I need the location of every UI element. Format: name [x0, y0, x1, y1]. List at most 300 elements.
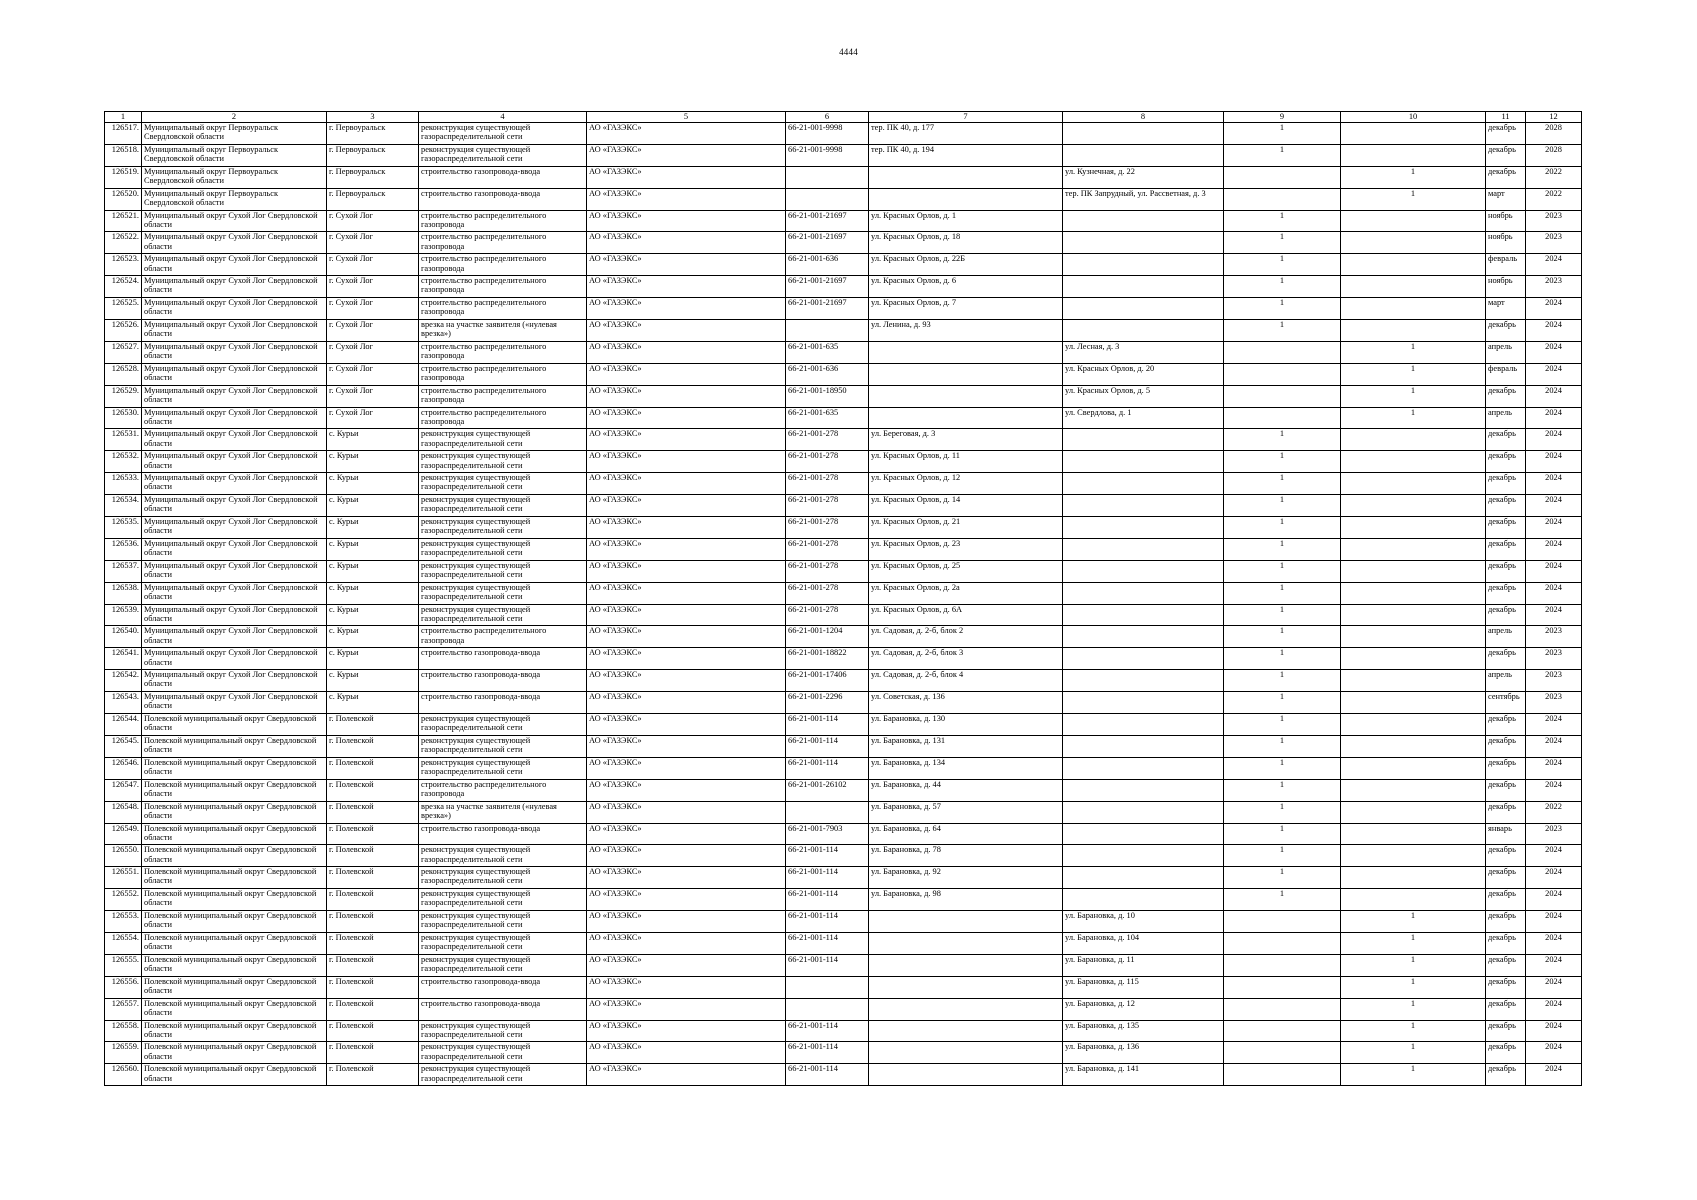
cell-work-type: реконструкция существующей газораспределительной сети [419, 845, 587, 867]
cell-work-type: строительство распределительного газопровода [419, 232, 587, 254]
cell-cadastral-quarter: 66-21-001-278 [786, 495, 869, 517]
cell-work-type: строительство распределительного газопровода [419, 210, 587, 232]
cell-work-type: строительство газопровода-ввода [419, 648, 587, 670]
cell-row-number: 126549. [105, 823, 142, 845]
cell-cadastral-quarter: 66-21-001-635 [786, 407, 869, 429]
cell-organization: АО «ГАЗЭКС» [587, 1042, 786, 1064]
cell-address-a: ул. Красных Орлов, д. 6 [869, 276, 1063, 298]
column-header-11: 11 [1486, 112, 1526, 123]
table-row [105, 670, 1582, 692]
cell-settlement: г. Полевской [327, 867, 419, 889]
cell-year: 2024 [1526, 254, 1582, 276]
cell-count-a: 1 [1224, 692, 1341, 714]
cell-settlement: г. Сухой Лог [327, 407, 419, 429]
cell-settlement: с. Курьи [327, 560, 419, 582]
cell-address-b: ул. Барановка, д. 104 [1063, 932, 1224, 954]
cell-settlement: с. Курьи [327, 604, 419, 626]
cell-address-a: ул. Барановка, д. 78 [869, 845, 1063, 867]
cell-address-b [1063, 144, 1224, 166]
cell-work-type: строительство распределительного газопровода [419, 363, 587, 385]
cell-count-b [1341, 320, 1486, 342]
cell-municipality: Муниципальный округ Сухой Лог Свердловской области [142, 626, 327, 648]
cell-count-b [1341, 473, 1486, 495]
table-row [105, 823, 1582, 845]
cell-work-type: реконструкция существующей газораспределительной сети [419, 932, 587, 954]
cell-row-number: 126535. [105, 517, 142, 539]
cell-month: ноябрь [1486, 232, 1526, 254]
cell-row-number: 126545. [105, 735, 142, 757]
cell-year: 2024 [1526, 976, 1582, 998]
cell-month: февраль [1486, 254, 1526, 276]
cell-year: 2024 [1526, 451, 1582, 473]
cell-municipality: Муниципальный округ Сухой Лог Свердловской области [142, 407, 327, 429]
cell-address-a [869, 1020, 1063, 1042]
cell-address-a: ул. Барановка, д. 64 [869, 823, 1063, 845]
cell-work-type: врезка на участке заявителя («нулевая врезка») [419, 801, 587, 823]
cell-municipality: Муниципальный округ Сухой Лог Свердловской области [142, 210, 327, 232]
cell-month: декабрь [1486, 1042, 1526, 1064]
cell-settlement: г. Полевской [327, 845, 419, 867]
cell-count-b [1341, 692, 1486, 714]
gas-connection-table [104, 111, 1582, 1086]
cell-month: декабрь [1486, 538, 1526, 560]
cell-count-a: 1 [1224, 757, 1341, 779]
cell-municipality: Полевской муниципальный округ Свердловской области [142, 1064, 327, 1086]
cell-year: 2023 [1526, 670, 1582, 692]
cell-row-number: 126536. [105, 538, 142, 560]
cell-cadastral-quarter [786, 320, 869, 342]
cell-month: декабрь [1486, 320, 1526, 342]
cell-cadastral-quarter: 66-21-001-114 [786, 1064, 869, 1086]
column-header-3: 3 [327, 112, 419, 123]
cell-settlement: г. Сухой Лог [327, 232, 419, 254]
cell-address-b [1063, 123, 1224, 145]
cell-municipality: Полевской муниципальный округ Свердловской области [142, 779, 327, 801]
cell-settlement: г. Полевской [327, 976, 419, 998]
cell-month: декабрь [1486, 714, 1526, 736]
cell-organization: АО «ГАЗЭКС» [587, 823, 786, 845]
cell-cadastral-quarter: 66-21-001-114 [786, 735, 869, 757]
cell-organization: АО «ГАЗЭКС» [587, 845, 786, 867]
cell-year: 2023 [1526, 648, 1582, 670]
cell-settlement: с. Курьи [327, 538, 419, 560]
cell-count-a: 1 [1224, 845, 1341, 867]
column-header-4: 4 [419, 112, 587, 123]
cell-count-b: 1 [1341, 976, 1486, 998]
cell-address-b [1063, 801, 1224, 823]
cell-year: 2024 [1526, 517, 1582, 539]
cell-settlement: г. Сухой Лог [327, 276, 419, 298]
cell-month: декабрь [1486, 1064, 1526, 1086]
cell-municipality: Муниципальный округ Сухой Лог Свердловской области [142, 298, 327, 320]
cell-address-a: ул. Садовая, д. 2-б, блок 3 [869, 648, 1063, 670]
cell-year: 2028 [1526, 123, 1582, 145]
cell-row-number: 126539. [105, 604, 142, 626]
cell-work-type: строительство распределительного газопровода [419, 276, 587, 298]
cell-settlement: г. Полевской [327, 1064, 419, 1086]
cell-address-a: ул. Береговая, д. 3 [869, 429, 1063, 451]
cell-municipality: Муниципальный округ Сухой Лог Свердловской области [142, 517, 327, 539]
cell-count-a [1224, 166, 1341, 188]
cell-address-b: ул. Свердлова, д. 1 [1063, 407, 1224, 429]
cell-month: декабрь [1486, 517, 1526, 539]
cell-year: 2024 [1526, 407, 1582, 429]
cell-address-a: ул. Красных Орлов, д. 21 [869, 517, 1063, 539]
cell-row-number: 126518. [105, 144, 142, 166]
cell-address-b [1063, 495, 1224, 517]
cell-organization: АО «ГАЗЭКС» [587, 757, 786, 779]
cell-organization: АО «ГАЗЭКС» [587, 626, 786, 648]
cell-work-type: реконструкция существующей газораспределительной сети [419, 144, 587, 166]
cell-count-a: 1 [1224, 626, 1341, 648]
table-row [105, 451, 1582, 473]
cell-address-b [1063, 867, 1224, 889]
cell-work-type: строительство газопровода-ввода [419, 998, 587, 1020]
cell-month: сентябрь [1486, 692, 1526, 714]
table-row [105, 473, 1582, 495]
cell-address-a: ул. Барановка, д. 131 [869, 735, 1063, 757]
cell-municipality: Муниципальный округ Первоуральск Свердловской области [142, 123, 327, 145]
cell-count-a: 1 [1224, 232, 1341, 254]
cell-row-number: 126554. [105, 932, 142, 954]
cell-cadastral-quarter: 66-21-001-278 [786, 538, 869, 560]
cell-address-b [1063, 823, 1224, 845]
column-header-1: 1 [105, 112, 142, 123]
cell-count-b [1341, 451, 1486, 473]
cell-municipality: Полевской муниципальный округ Свердловской области [142, 823, 327, 845]
cell-count-a: 1 [1224, 823, 1341, 845]
cell-year: 2024 [1526, 867, 1582, 889]
cell-count-a: 1 [1224, 276, 1341, 298]
cell-municipality: Муниципальный округ Сухой Лог Свердловской области [142, 648, 327, 670]
cell-row-number: 126524. [105, 276, 142, 298]
cell-organization: АО «ГАЗЭКС» [587, 976, 786, 998]
cell-cadastral-quarter: 66-21-001-278 [786, 517, 869, 539]
cell-municipality: Полевской муниципальный округ Свердловской области [142, 976, 327, 998]
cell-municipality: Муниципальный округ Сухой Лог Свердловской области [142, 495, 327, 517]
cell-address-b [1063, 320, 1224, 342]
cell-organization: АО «ГАЗЭКС» [587, 998, 786, 1020]
cell-settlement: г. Сухой Лог [327, 363, 419, 385]
cell-organization: АО «ГАЗЭКС» [587, 889, 786, 911]
cell-row-number: 126537. [105, 560, 142, 582]
cell-month: декабрь [1486, 976, 1526, 998]
cell-month: декабрь [1486, 123, 1526, 145]
cell-address-a: ул. Красных Орлов, д. 7 [869, 298, 1063, 320]
cell-address-b: ул. Красных Орлов, д. 20 [1063, 363, 1224, 385]
cell-work-type: реконструкция существующей газораспределительной сети [419, 757, 587, 779]
cell-municipality: Муниципальный округ Сухой Лог Свердловской области [142, 341, 327, 363]
table-row [105, 954, 1582, 976]
cell-work-type: реконструкция существующей газораспределительной сети [419, 714, 587, 736]
cell-count-a: 1 [1224, 210, 1341, 232]
cell-count-b [1341, 648, 1486, 670]
cell-count-a [1224, 1042, 1341, 1064]
table-row [105, 560, 1582, 582]
cell-settlement: г. Сухой Лог [327, 385, 419, 407]
cell-month: декабрь [1486, 144, 1526, 166]
cell-row-number: 126526. [105, 320, 142, 342]
cell-municipality: Муниципальный округ Первоуральск Свердловской области [142, 144, 327, 166]
cell-year: 2024 [1526, 714, 1582, 736]
cell-month: декабрь [1486, 648, 1526, 670]
cell-count-b: 1 [1341, 1042, 1486, 1064]
cell-month: март [1486, 188, 1526, 210]
cell-work-type: строительство распределительного газопровода [419, 385, 587, 407]
cell-row-number: 126548. [105, 801, 142, 823]
cell-count-b: 1 [1341, 385, 1486, 407]
cell-address-b [1063, 582, 1224, 604]
table-row [105, 932, 1582, 954]
cell-settlement: г. Полевской [327, 779, 419, 801]
cell-row-number: 126560. [105, 1064, 142, 1086]
cell-address-b: ул. Барановка, д. 135 [1063, 1020, 1224, 1042]
cell-municipality: Полевской муниципальный округ Свердловской области [142, 735, 327, 757]
cell-organization: АО «ГАЗЭКС» [587, 932, 786, 954]
cell-cadastral-quarter: 66-21-001-278 [786, 560, 869, 582]
cell-work-type: реконструкция существующей газораспределительной сети [419, 517, 587, 539]
cell-settlement: с. Курьи [327, 692, 419, 714]
table-row [105, 692, 1582, 714]
cell-municipality: Муниципальный округ Сухой Лог Свердловской области [142, 560, 327, 582]
cell-cadastral-quarter: 66-21-001-278 [786, 451, 869, 473]
cell-address-b [1063, 276, 1224, 298]
cell-address-a [869, 341, 1063, 363]
cell-municipality: Муниципальный округ Сухой Лог Свердловской области [142, 670, 327, 692]
cell-cadastral-quarter: 66-21-001-114 [786, 867, 869, 889]
cell-count-a: 1 [1224, 320, 1341, 342]
cell-year: 2022 [1526, 188, 1582, 210]
cell-count-b [1341, 538, 1486, 560]
cell-settlement: г. Сухой Лог [327, 298, 419, 320]
cell-address-a: ул. Красных Орлов, д. 6А [869, 604, 1063, 626]
cell-month: декабрь [1486, 998, 1526, 1020]
cell-count-b [1341, 823, 1486, 845]
cell-year: 2024 [1526, 1064, 1582, 1086]
cell-address-b [1063, 757, 1224, 779]
table-row [105, 757, 1582, 779]
cell-year: 2024 [1526, 341, 1582, 363]
table-row [105, 714, 1582, 736]
cell-year: 2023 [1526, 276, 1582, 298]
cell-count-a [1224, 932, 1341, 954]
cell-row-number: 126542. [105, 670, 142, 692]
cell-count-a: 1 [1224, 867, 1341, 889]
cell-work-type: реконструкция существующей газораспределительной сети [419, 1064, 587, 1086]
cell-month: ноябрь [1486, 210, 1526, 232]
table-row [105, 254, 1582, 276]
cell-organization: АО «ГАЗЭКС» [587, 254, 786, 276]
cell-settlement: г. Полевской [327, 954, 419, 976]
cell-address-a [869, 363, 1063, 385]
cell-count-a: 1 [1224, 298, 1341, 320]
cell-organization: АО «ГАЗЭКС» [587, 648, 786, 670]
cell-address-b: ул. Барановка, д. 11 [1063, 954, 1224, 976]
cell-settlement: г. Полевской [327, 911, 419, 933]
cell-settlement: г. Полевской [327, 801, 419, 823]
cell-address-a [869, 188, 1063, 210]
cell-organization: АО «ГАЗЭКС» [587, 735, 786, 757]
cell-settlement: г. Полевской [327, 932, 419, 954]
table-row [105, 144, 1582, 166]
cell-year: 2023 [1526, 692, 1582, 714]
cell-cadastral-quarter: 66-21-001-114 [786, 1042, 869, 1064]
cell-organization: АО «ГАЗЭКС» [587, 385, 786, 407]
cell-address-a: ул. Советская, д. 136 [869, 692, 1063, 714]
cell-count-b [1341, 429, 1486, 451]
cell-municipality: Полевской муниципальный округ Свердловской области [142, 845, 327, 867]
cell-address-b: ул. Барановка, д. 10 [1063, 911, 1224, 933]
cell-work-type: строительство газопровода-ввода [419, 692, 587, 714]
cell-row-number: 126525. [105, 298, 142, 320]
cell-cadastral-quarter: 66-21-001-9998 [786, 144, 869, 166]
cell-address-a: ул. Барановка, д. 57 [869, 801, 1063, 823]
cell-address-b [1063, 692, 1224, 714]
cell-year: 2022 [1526, 166, 1582, 188]
cell-row-number: 126520. [105, 188, 142, 210]
cell-organization: АО «ГАЗЭКС» [587, 495, 786, 517]
cell-address-a: ул. Красных Орлов, д. 23 [869, 538, 1063, 560]
table-row [105, 495, 1582, 517]
cell-address-b [1063, 670, 1224, 692]
cell-month: декабрь [1486, 911, 1526, 933]
cell-settlement: г. Первоуральск [327, 144, 419, 166]
cell-count-a [1224, 998, 1341, 1020]
cell-address-b [1063, 604, 1224, 626]
table-row [105, 801, 1582, 823]
cell-municipality: Муниципальный округ Сухой Лог Свердловской области [142, 582, 327, 604]
cell-address-a: ул. Красных Орлов, д. 12 [869, 473, 1063, 495]
cell-year: 2024 [1526, 757, 1582, 779]
table-row [105, 911, 1582, 933]
table-row [105, 845, 1582, 867]
cell-municipality: Муниципальный округ Сухой Лог Свердловской области [142, 538, 327, 560]
cell-count-b [1341, 276, 1486, 298]
cell-count-b: 1 [1341, 911, 1486, 933]
cell-address-b [1063, 560, 1224, 582]
cell-organization: АО «ГАЗЭКС» [587, 604, 786, 626]
cell-organization: АО «ГАЗЭКС» [587, 911, 786, 933]
cell-settlement: с. Курьи [327, 495, 419, 517]
table-row [105, 735, 1582, 757]
cell-month: декабрь [1486, 735, 1526, 757]
cell-count-a: 1 [1224, 560, 1341, 582]
cell-cadastral-quarter [786, 166, 869, 188]
cell-organization: АО «ГАЗЭКС» [587, 298, 786, 320]
cell-count-a: 1 [1224, 735, 1341, 757]
column-header-5: 5 [587, 112, 786, 123]
cell-year: 2024 [1526, 320, 1582, 342]
cell-count-a: 1 [1224, 889, 1341, 911]
cell-count-a: 1 [1224, 714, 1341, 736]
cell-count-a [1224, 954, 1341, 976]
cell-address-a: ул. Барановка, д. 134 [869, 757, 1063, 779]
cell-address-a [869, 932, 1063, 954]
table-row [105, 538, 1582, 560]
cell-address-a [869, 385, 1063, 407]
cell-municipality: Муниципальный округ Сухой Лог Свердловской области [142, 692, 327, 714]
cell-address-b [1063, 735, 1224, 757]
cell-row-number: 126534. [105, 495, 142, 517]
cell-cadastral-quarter: 66-21-001-114 [786, 911, 869, 933]
column-header-2: 2 [142, 112, 327, 123]
cell-settlement: г. Полевской [327, 998, 419, 1020]
cell-settlement: г. Сухой Лог [327, 320, 419, 342]
cell-cadastral-quarter: 66-21-001-114 [786, 954, 869, 976]
cell-year: 2024 [1526, 560, 1582, 582]
cell-address-b [1063, 714, 1224, 736]
cell-row-number: 126533. [105, 473, 142, 495]
cell-municipality: Муниципальный округ Сухой Лог Свердловской области [142, 363, 327, 385]
cell-settlement: г. Полевской [327, 823, 419, 845]
cell-month: декабрь [1486, 451, 1526, 473]
cell-work-type: реконструкция существующей газораспределительной сети [419, 911, 587, 933]
cell-count-a [1224, 407, 1341, 429]
cell-count-b: 1 [1341, 188, 1486, 210]
cell-organization: АО «ГАЗЭКС» [587, 166, 786, 188]
cell-count-b [1341, 801, 1486, 823]
table-row [105, 363, 1582, 385]
cell-year: 2024 [1526, 845, 1582, 867]
cell-cadastral-quarter: 66-21-001-21697 [786, 210, 869, 232]
cell-address-b [1063, 517, 1224, 539]
cell-municipality: Полевской муниципальный округ Свердловской области [142, 1020, 327, 1042]
cell-count-b [1341, 735, 1486, 757]
cell-organization: АО «ГАЗЭКС» [587, 210, 786, 232]
cell-work-type: реконструкция существующей газораспределительной сети [419, 473, 587, 495]
cell-address-b [1063, 451, 1224, 473]
cell-count-a: 1 [1224, 517, 1341, 539]
cell-work-type: реконструкция существующей газораспределительной сети [419, 889, 587, 911]
cell-address-a: ул. Ленина, д. 93 [869, 320, 1063, 342]
cell-address-a: ул. Барановка, д. 92 [869, 867, 1063, 889]
cell-municipality: Полевской муниципальный округ Свердловской области [142, 714, 327, 736]
cell-count-a: 1 [1224, 144, 1341, 166]
cell-address-a [869, 166, 1063, 188]
cell-cadastral-quarter: 66-21-001-635 [786, 341, 869, 363]
cell-year: 2024 [1526, 495, 1582, 517]
cell-address-b [1063, 779, 1224, 801]
cell-year: 2023 [1526, 823, 1582, 845]
cell-cadastral-quarter [786, 998, 869, 1020]
cell-municipality: Муниципальный округ Сухой Лог Свердловской области [142, 473, 327, 495]
cell-address-b [1063, 648, 1224, 670]
cell-organization: АО «ГАЗЭКС» [587, 779, 786, 801]
cell-month: декабрь [1486, 429, 1526, 451]
cell-count-b [1341, 298, 1486, 320]
cell-year: 2024 [1526, 889, 1582, 911]
cell-organization: АО «ГАЗЭКС» [587, 320, 786, 342]
cell-municipality: Полевской муниципальный округ Свердловской области [142, 889, 327, 911]
cell-work-type: врезка на участке заявителя («нулевая врезка») [419, 320, 587, 342]
cell-settlement: с. Курьи [327, 517, 419, 539]
cell-count-a [1224, 1064, 1341, 1086]
cell-address-a: ул. Красных Орлов, д. 1 [869, 210, 1063, 232]
cell-cadastral-quarter: 66-21-001-26102 [786, 779, 869, 801]
cell-cadastral-quarter [786, 801, 869, 823]
cell-count-b [1341, 670, 1486, 692]
table-body [105, 123, 1582, 1086]
cell-address-a: ул. Садовая, д. 2-б, блок 4 [869, 670, 1063, 692]
cell-cadastral-quarter: 66-21-001-114 [786, 932, 869, 954]
table-row [105, 648, 1582, 670]
cell-address-a [869, 998, 1063, 1020]
page-number: 4444 [839, 47, 858, 57]
cell-work-type: реконструкция существующей газораспределительной сети [419, 604, 587, 626]
cell-settlement: с. Курьи [327, 451, 419, 473]
cell-cadastral-quarter: 66-21-001-18822 [786, 648, 869, 670]
cell-address-a: ул. Красных Орлов, д. 11 [869, 451, 1063, 473]
